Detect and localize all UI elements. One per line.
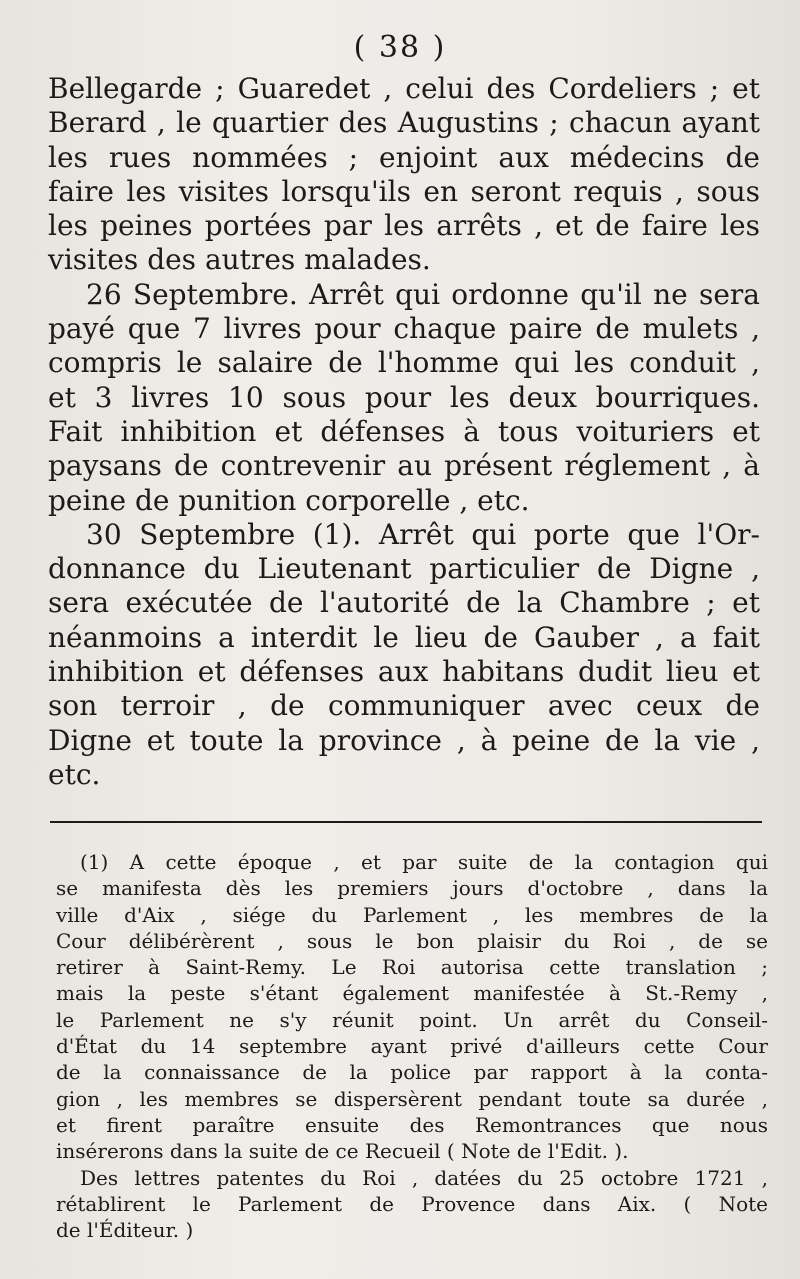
text-line: Fait inhibition et défenses à tous voituriers et — [48, 414, 760, 448]
text-line: les peines portées par les arrêts , et de faire les — [48, 209, 760, 243]
footnote-line: ville d'Aix , siége du Parlement , les membres de la — [56, 902, 768, 927]
footnote-line: gion , les membres se dispersèrent pendant toute sa durée , — [56, 1086, 768, 1111]
footnote-divider — [50, 821, 762, 823]
text-line: paysans de contrevenir au présent réglement , à — [48, 449, 760, 483]
footnote-line: rétablirent le Parlement de Provence dans Aix. ( Note — [56, 1191, 768, 1216]
footnote-line: (1) A cette époque , et par suite de la contagion qui — [80, 850, 768, 874]
footnote-line: Des lettres patentes du Roi , datées du 25 octobre 1721 , — [80, 1165, 768, 1190]
main-text — [48, 72, 760, 792]
text-line: inhibition et défenses aux habitans dudit lieu et — [48, 655, 760, 689]
footnote-line: se manifesta dès les premiers jours d'octobre , dans la — [56, 876, 768, 901]
footnote-line: de la connaissance de la police par rapport à la conta- — [56, 1060, 768, 1085]
text-line: sera exécutée de l'autorité de la Chambre ; et — [48, 586, 760, 620]
text-line: néanmoins a interdit le lieu de Gauber , a fait — [48, 620, 760, 654]
footnote-line: Cour délibérèrent , sous le bon plaisir du Roi , de se — [56, 928, 768, 953]
text-line: les rues nommées ; enjoint aux médecins de — [48, 140, 760, 174]
text-line: Bellegarde ; Guaredet , celui des Cordeliers ; et — [48, 72, 760, 105]
footnote-line: retirer à Saint-Remy. Le Roi autorisa cette translation ; — [56, 955, 768, 980]
footnote — [56, 849, 768, 1243]
text-line: peine de punition corporelle , etc. — [48, 483, 530, 517]
footnote-line: insérerons dans la suite de ce Recueil ( Note de l'Edit. ). — [56, 1139, 629, 1164]
footnote-line: mais la peste s'étant également manifestée à St.-Remy , — [56, 981, 768, 1006]
footnote-line: le Parlement ne s'y réunit point. Un arrêt du Conseil- — [56, 1007, 768, 1032]
text-line: 30 Septembre (1). Arrêt qui porte que l'Or- — [86, 517, 760, 551]
text-line: Digne et toute la province , à peine de la vie , — [48, 723, 760, 757]
text-line: etc. — [48, 757, 101, 791]
footnote-line: d'État du 14 septembre ayant privé d'ailleurs cette Cour — [56, 1034, 768, 1059]
footnote-line: et firent paraître ensuite des Remontrances que nous — [56, 1112, 768, 1137]
text-line: faire les visites lorsqu'ils en seront requis , sous — [48, 174, 760, 208]
page-number: ( 38 ) — [353, 30, 447, 65]
text-line: son terroir , de communiquer avec ceux de — [48, 689, 760, 723]
footnote-line: de l'Éditeur. ) — [56, 1218, 194, 1243]
text-line: visites des autres malades. — [48, 243, 431, 277]
text-line: et 3 livres 10 sous pour les deux bourriques. — [48, 380, 760, 414]
text-line: Berard , le quartier des Augustins ; chacun ayant — [48, 106, 760, 140]
text-line: compris le salaire de l'homme qui les conduit , — [48, 346, 760, 380]
text-line: payé que 7 livres pour chaque paire de mulets , — [48, 312, 760, 346]
text-line: 26 Septembre. Arrêt qui ordonne qu'il ne sera — [86, 277, 760, 311]
text-line: donnance du Lieutenant particulier de Digne , — [48, 552, 760, 586]
